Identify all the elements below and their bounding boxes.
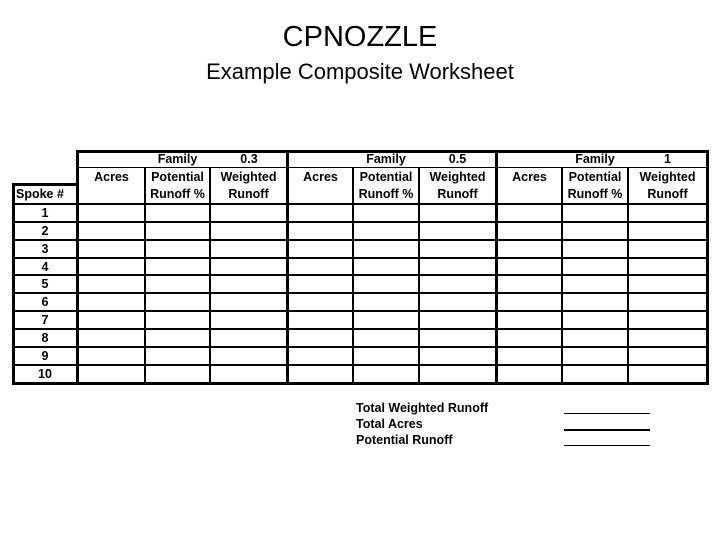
weighted-runoff-header-1: Runoff [228,187,269,201]
weighted-runoff-header-3: Runoff [647,187,688,201]
row-number: 10 [38,367,52,381]
row-number: 5 [41,277,49,291]
table-right-border [706,150,709,385]
weighted-header-2: Weighted [429,170,486,184]
runoff-pct-header-2: Runoff % [358,187,414,201]
page-subtitle: Example Composite Worksheet [206,59,514,84]
row-separator [12,328,708,330]
row-number: 8 [41,331,49,345]
row-separator [12,346,708,348]
page-title: CPNOZZLE [282,21,438,53]
row-separator [12,221,708,223]
row-separator [12,310,708,312]
group-divider [495,150,498,385]
row-separator [12,239,708,241]
row-number: 2 [41,224,49,238]
potential-runoff-label: Potential Runoff [356,433,453,447]
row-number: 9 [41,349,49,363]
family-label-1: Family [157,152,198,166]
total-acres-label: Total Acres [356,417,423,431]
family-value-2: 0.5 [448,152,467,166]
group-divider [286,150,289,385]
family-label-2: Family [366,152,406,166]
header-bottom-border [12,203,708,205]
family-value-3: 1 [664,152,671,166]
row-separator [12,364,708,366]
total-weighted-runoff-label: Total Weighted Runoff [356,401,489,415]
potential-header-1: Potential [151,170,204,184]
family-value-1: 0.3 [240,152,258,166]
total-weighted-runoff-blank [564,413,650,414]
spoke-header: Spoke # [16,187,64,201]
weighted-header-3: Weighted [639,170,696,184]
potential-runoff-blank [564,445,650,446]
row-number: 3 [41,242,49,256]
row-number: 7 [41,313,49,327]
total-acres-blank [564,429,650,431]
potential-header-3: Potential [568,170,622,184]
row-number: 1 [41,206,49,220]
row-separator [12,292,708,294]
acres-header-2: Acres [303,170,338,184]
row-separator [12,257,708,259]
acres-header-1: Acres [94,170,129,184]
weighted-runoff-header-2: Runoff [437,187,478,201]
row-number: 4 [41,260,49,274]
weighted-header-1: Weighted [220,170,277,184]
runoff-pct-header-1: Runoff % [150,187,205,201]
family-label-3: Family [575,152,615,166]
potential-header-2: Potential [359,170,413,184]
table-bottom-border [12,382,708,385]
row-number: 6 [41,295,49,309]
table-family-divider [78,167,708,168]
acres-header-3: Acres [512,170,547,184]
row-separator [12,274,708,276]
runoff-pct-header-3: Runoff % [567,187,623,201]
